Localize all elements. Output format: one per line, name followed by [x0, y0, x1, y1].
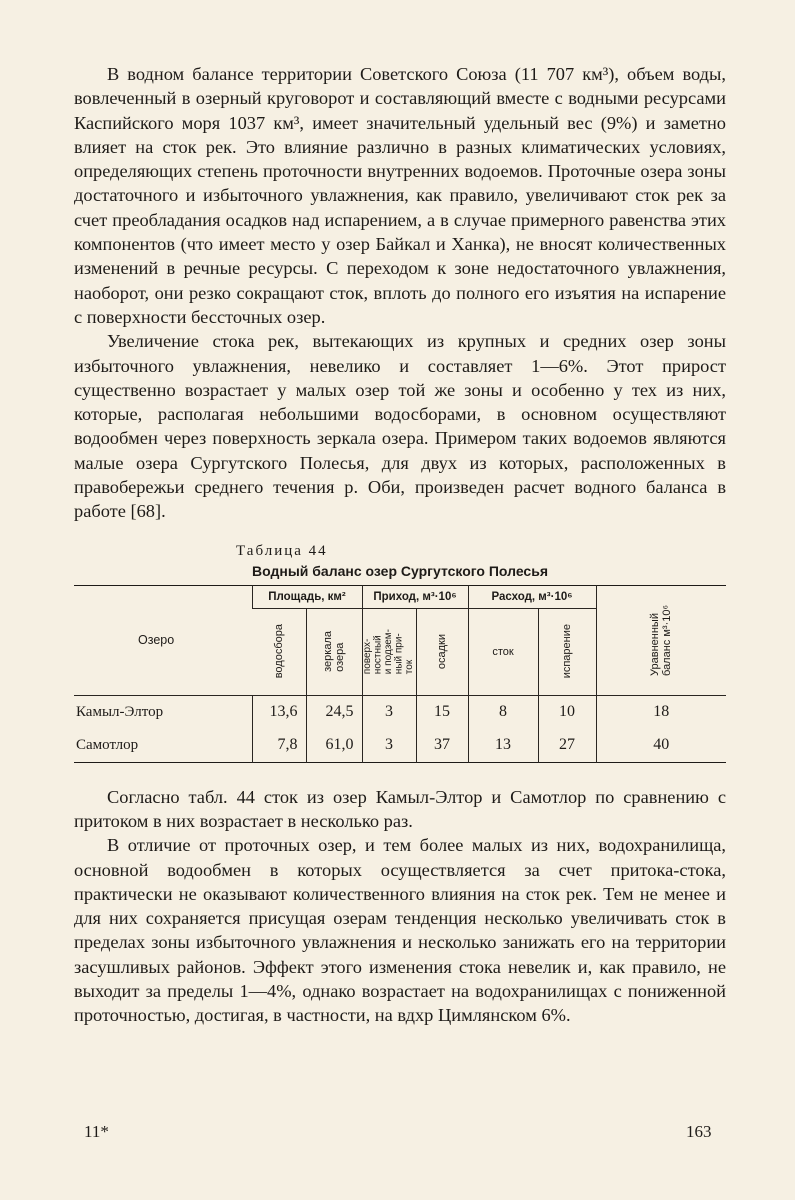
- table-title: Водный баланс озер Сургутского Полесья: [252, 562, 548, 579]
- table-row: [74, 695, 726, 729]
- header-mirror-label: зеркала озера: [322, 631, 346, 673]
- cell-mirror: 61,0: [306, 729, 362, 763]
- header-runoff: сток: [468, 608, 538, 695]
- header-evaporation-label: испарение: [561, 624, 573, 679]
- cell-catchment: 13,6: [252, 695, 306, 729]
- cell-catchment: 7,8: [252, 729, 306, 763]
- paragraph-4: В отличие от проточных озер, и тем более малых из них, водохранилища, основной водообмен в которых осуществляется за счет притока-стока, практически не оказывают количественного влияния на сток рек. Тем не менее и для них сохраняется присущая озерам тенденция несколько увеличивать сток в пределах зоны избыточного увлажнения и несколько занижать его на территории засушливых районов. Эффект этого изменения стока невелик и, как правило, не выходит за пределы 1—4%, однако возрастает на водохранилищах с пониженной проточностью, достигая, в частности, на вдхр Цимлянском 6%.: [74, 835, 726, 1026]
- header-area-group: Площадь, км²: [252, 585, 362, 608]
- cell-mirror: 24,5: [306, 695, 362, 729]
- cell-balance: 40: [596, 729, 726, 763]
- page-content: [74, 62, 726, 1028]
- header-lake: Озеро: [74, 585, 252, 695]
- table-row: [74, 729, 726, 763]
- header-inflow-group: Приход, м³·10⁶: [362, 585, 468, 608]
- paragraph-2: Увеличение стока рек, вытекающих из крупных и средних озер зоны избыточного увлажнения, невелико и составляет 1—6%. Этот прирост существенно возрастает у малых озер той же зоны и особенно у тех из них, которые, располагая небольшими водосборами, в основном осуществляют водообмен через поверхность зеркала озера. Примером таких водоемов являются малые озера Сургутского Полесья, для двух из которых, расположенных в правобережьи среднего течения р. Оби, произведен расчет водного баланса в работе [68].: [74, 331, 726, 522]
- cell-precip: 15: [416, 695, 468, 729]
- cell-runoff: 8: [468, 695, 538, 729]
- header-catchment-label: водосбора: [272, 624, 285, 679]
- header-evaporation: [538, 608, 596, 695]
- page-number: 163: [686, 1122, 712, 1141]
- header-balance-label: Уравненный баланс м³·10⁶: [649, 604, 674, 676]
- cell-inflow: 3: [362, 695, 416, 729]
- paragraph-3: Согласно табл. 44 сток из озер Камыл-Элтор и Самотлор по сравнению с притоком в них возрастает в несколько раз.: [74, 786, 726, 831]
- header-catchment: [252, 608, 306, 695]
- cell-balance: 18: [596, 695, 726, 729]
- header-outflow-group: Расход, м³·10⁶: [468, 585, 596, 608]
- cell-runoff: 13: [468, 729, 538, 763]
- header-precip-label: осадки: [436, 634, 448, 670]
- cell-inflow: 3: [362, 729, 416, 763]
- header-precip: [416, 608, 468, 695]
- header-surface-ground-label: поверх- ностный и подзем- ный при- ток: [361, 629, 415, 675]
- header-balance: [596, 585, 726, 695]
- water-balance-table: [74, 585, 726, 763]
- cell-evaporation: 10: [538, 695, 596, 729]
- lake-name: Камыл-Элтор: [76, 703, 164, 720]
- cell-evaporation: 27: [538, 729, 596, 763]
- table-caption: Таблица 44: [236, 542, 328, 559]
- header-surface-ground: [362, 608, 416, 695]
- paragraph-1: В водном балансе территории Советского Союза (11 707 км³), объем воды, вовлеченный в озерный круговорот и составляющий вместе с водными ресурсами Каспийского моря 1037 км³, имеет значительный удельный вес (9%) и заметно влияет на сток рек. Это влияние различно в разных климатических условиях, определяющих степень проточности внутренних водоемов. Проточные озера зоны достаточного и избыточного увлажнения, как правило, увеличивают сток рек за счет преобладания осадков над испарением, а в случае примерного равенства этих компонентов (что имеет место у озер Байкал и Ханка), не вносят количественных изменений в речные ресурсы. С переходом к зоне недостаточного увлажнения, наоборот, они резко сокращают сток, вплоть до полного его изъятия на испарение с поверхности бессточных озер.: [74, 64, 726, 327]
- header-mirror: [306, 608, 362, 695]
- lake-name: Самотлор: [76, 736, 139, 753]
- signature-mark: 11*: [84, 1122, 109, 1141]
- cell-precip: 37: [416, 729, 468, 763]
